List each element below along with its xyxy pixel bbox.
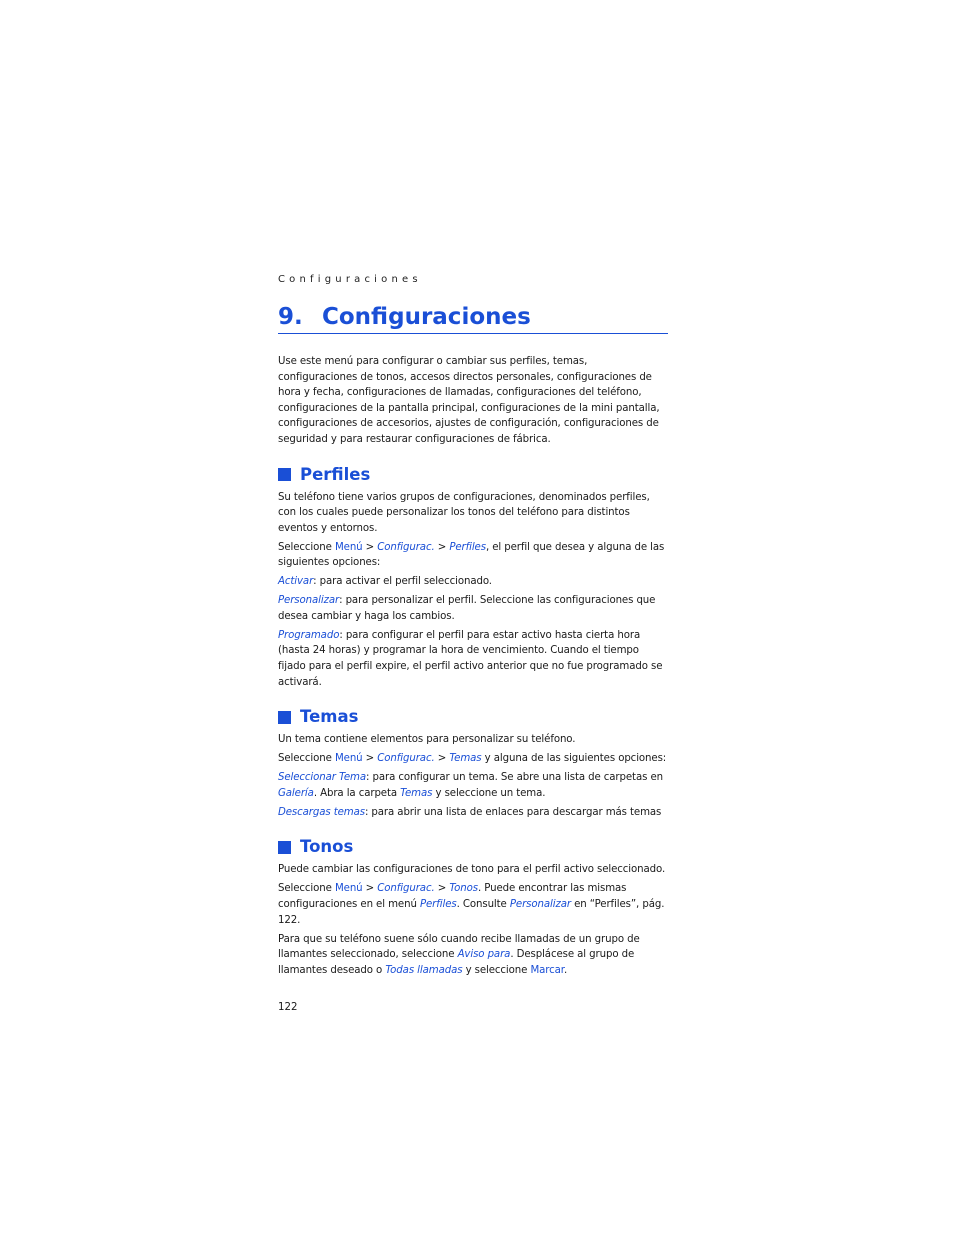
- text-run: . Puede encontrar las mismas configuraciones en el menú: [278, 883, 627, 910]
- perfiles-path-paragraph: [278, 540, 668, 571]
- section-title-text: Tonos: [300, 837, 354, 857]
- tonos-path-paragraph: [278, 881, 668, 928]
- section-square-icon: [278, 841, 291, 854]
- perfiles-option: Perfiles: [449, 541, 486, 553]
- todas-llamadas-option: Todas llamadas: [385, 964, 463, 976]
- text-run: Seleccione: [278, 541, 335, 553]
- text-run: y seleccione: [462, 964, 531, 976]
- text-run: : para configurar el perfil para estar activo hasta cierta hora (hasta 24 horas) y programar la hora de vencimiento. Cuando el tiempo fijado para el perfil expire, el perfil activo anterior que no fue programado se activará.: [278, 629, 663, 688]
- activar-paragraph: [278, 574, 668, 590]
- section-tonos: [278, 836, 668, 978]
- chapter-title: [278, 302, 668, 334]
- temas-path-paragraph: [278, 751, 668, 767]
- descargas-paragraph: [278, 805, 668, 821]
- text-run: >: [434, 753, 450, 765]
- text-run: . Abra la carpeta: [313, 787, 401, 799]
- personalizar-paragraph: [278, 593, 668, 624]
- galeria-option: Galería: [278, 787, 314, 799]
- text-run: , el perfil que desea y alguna de las siguientes opciones:: [278, 541, 665, 569]
- seleccionar-paragraph: [278, 770, 668, 801]
- text-run: >: [362, 883, 378, 895]
- text-run: y alguna de las siguientes opciones:: [481, 753, 667, 765]
- tonos-description: Puede cambiar las configuraciones de tono para el perfil activo seleccionado.: [278, 864, 666, 876]
- section-title-text: Temas: [300, 707, 359, 727]
- text-run: Seleccione: [278, 753, 335, 765]
- seleccionar-tema-option: Seleccionar Tema: [278, 772, 367, 784]
- perfiles-option: Perfiles: [419, 898, 457, 910]
- activar-option: Activar: [278, 576, 314, 588]
- aviso-paragraph: [278, 932, 668, 979]
- text-run: . Desplácese al grupo de llamantes deseado o: [278, 949, 635, 976]
- text-run: : para activar el perfil seleccionado.: [313, 576, 492, 588]
- running-header: Configuraciones: [278, 274, 422, 285]
- chapter-number: 9.: [278, 304, 303, 330]
- text-run: . Consulte: [456, 898, 510, 910]
- text-run: : para personalizar el perfil. Seleccione las configuraciones que desea cambiar y haga los cambios.: [278, 595, 656, 622]
- marcar-link: Marcar: [530, 964, 564, 976]
- personalizar-option: Personalizar: [509, 898, 571, 910]
- configurac-option: Configurac.: [377, 753, 435, 765]
- chapter-title-text: Configuraciones: [322, 304, 531, 330]
- temas-description: Un tema contiene elementos para personalizar su teléfono.: [278, 734, 576, 746]
- section-perfiles: [278, 464, 668, 691]
- section-square-icon: [278, 711, 291, 724]
- configurac-option: Configurac.: [377, 883, 435, 895]
- page-content: [278, 272, 668, 1016]
- tonos-option: Tonos: [449, 883, 479, 895]
- section-square-icon: [278, 468, 291, 481]
- text-run: .: [563, 964, 568, 976]
- configurac-option: Configurac.: [377, 541, 435, 553]
- page-number: 122: [278, 1002, 298, 1014]
- menu-link: Menú: [334, 541, 363, 553]
- chapter-intro: [278, 354, 668, 448]
- programado-paragraph: [278, 628, 668, 690]
- text-run: >: [434, 541, 450, 553]
- section-title-temas: [278, 706, 668, 728]
- section-title-text: Perfiles: [300, 464, 371, 484]
- section-title-perfiles: [278, 464, 668, 486]
- text-run: >: [434, 883, 450, 895]
- personalizar-option: Personalizar: [278, 595, 340, 607]
- menu-link: Menú: [334, 883, 363, 895]
- section-temas: [278, 706, 668, 820]
- section-title-tonos: [278, 836, 668, 858]
- text-run: Seleccione: [278, 883, 335, 895]
- text-run: >: [362, 753, 378, 765]
- descargas-temas-option: Descargas temas: [278, 806, 365, 818]
- temas-option: Temas: [449, 753, 482, 765]
- text-run: y seleccione un tema.: [432, 787, 546, 799]
- text-run: >: [362, 541, 378, 553]
- intro-paragraph: Use este menú para configurar o cambiar sus perfiles, temas, configuraciones de tonos, accesos directos personales, configuraciones de hora y fecha, configuraciones de llamadas, configuraciones del teléfono, configuraciones de la pantalla principal, configuraciones de la mini pantalla, configuraciones de accesorios, ajustes de configuración, configuraciones de seguridad y para restaurar configuraciones de fábrica.: [278, 356, 660, 445]
- text-run: : para configurar un tema. Se abre una lista de carpetas en: [366, 772, 663, 784]
- temas-folder-option: Temas: [400, 787, 433, 799]
- perfiles-description: Su teléfono tiene varios grupos de configuraciones, denominados perfiles, con los cuales puede personalizar los tonos del teléfono para distintos eventos y entornos.: [278, 491, 650, 534]
- text-run: : para abrir una lista de enlaces para descargar más temas: [364, 806, 662, 818]
- aviso-para-option: Aviso para: [457, 949, 511, 961]
- menu-link: Menú: [334, 753, 363, 765]
- text-run: en “Perfiles”, pág. 122.: [278, 898, 665, 926]
- text-run: Para que su teléfono suene sólo cuando recibe llamadas de un grupo de llamantes seleccionado, seleccione: [278, 933, 640, 961]
- programado-option: Programado: [278, 629, 340, 641]
